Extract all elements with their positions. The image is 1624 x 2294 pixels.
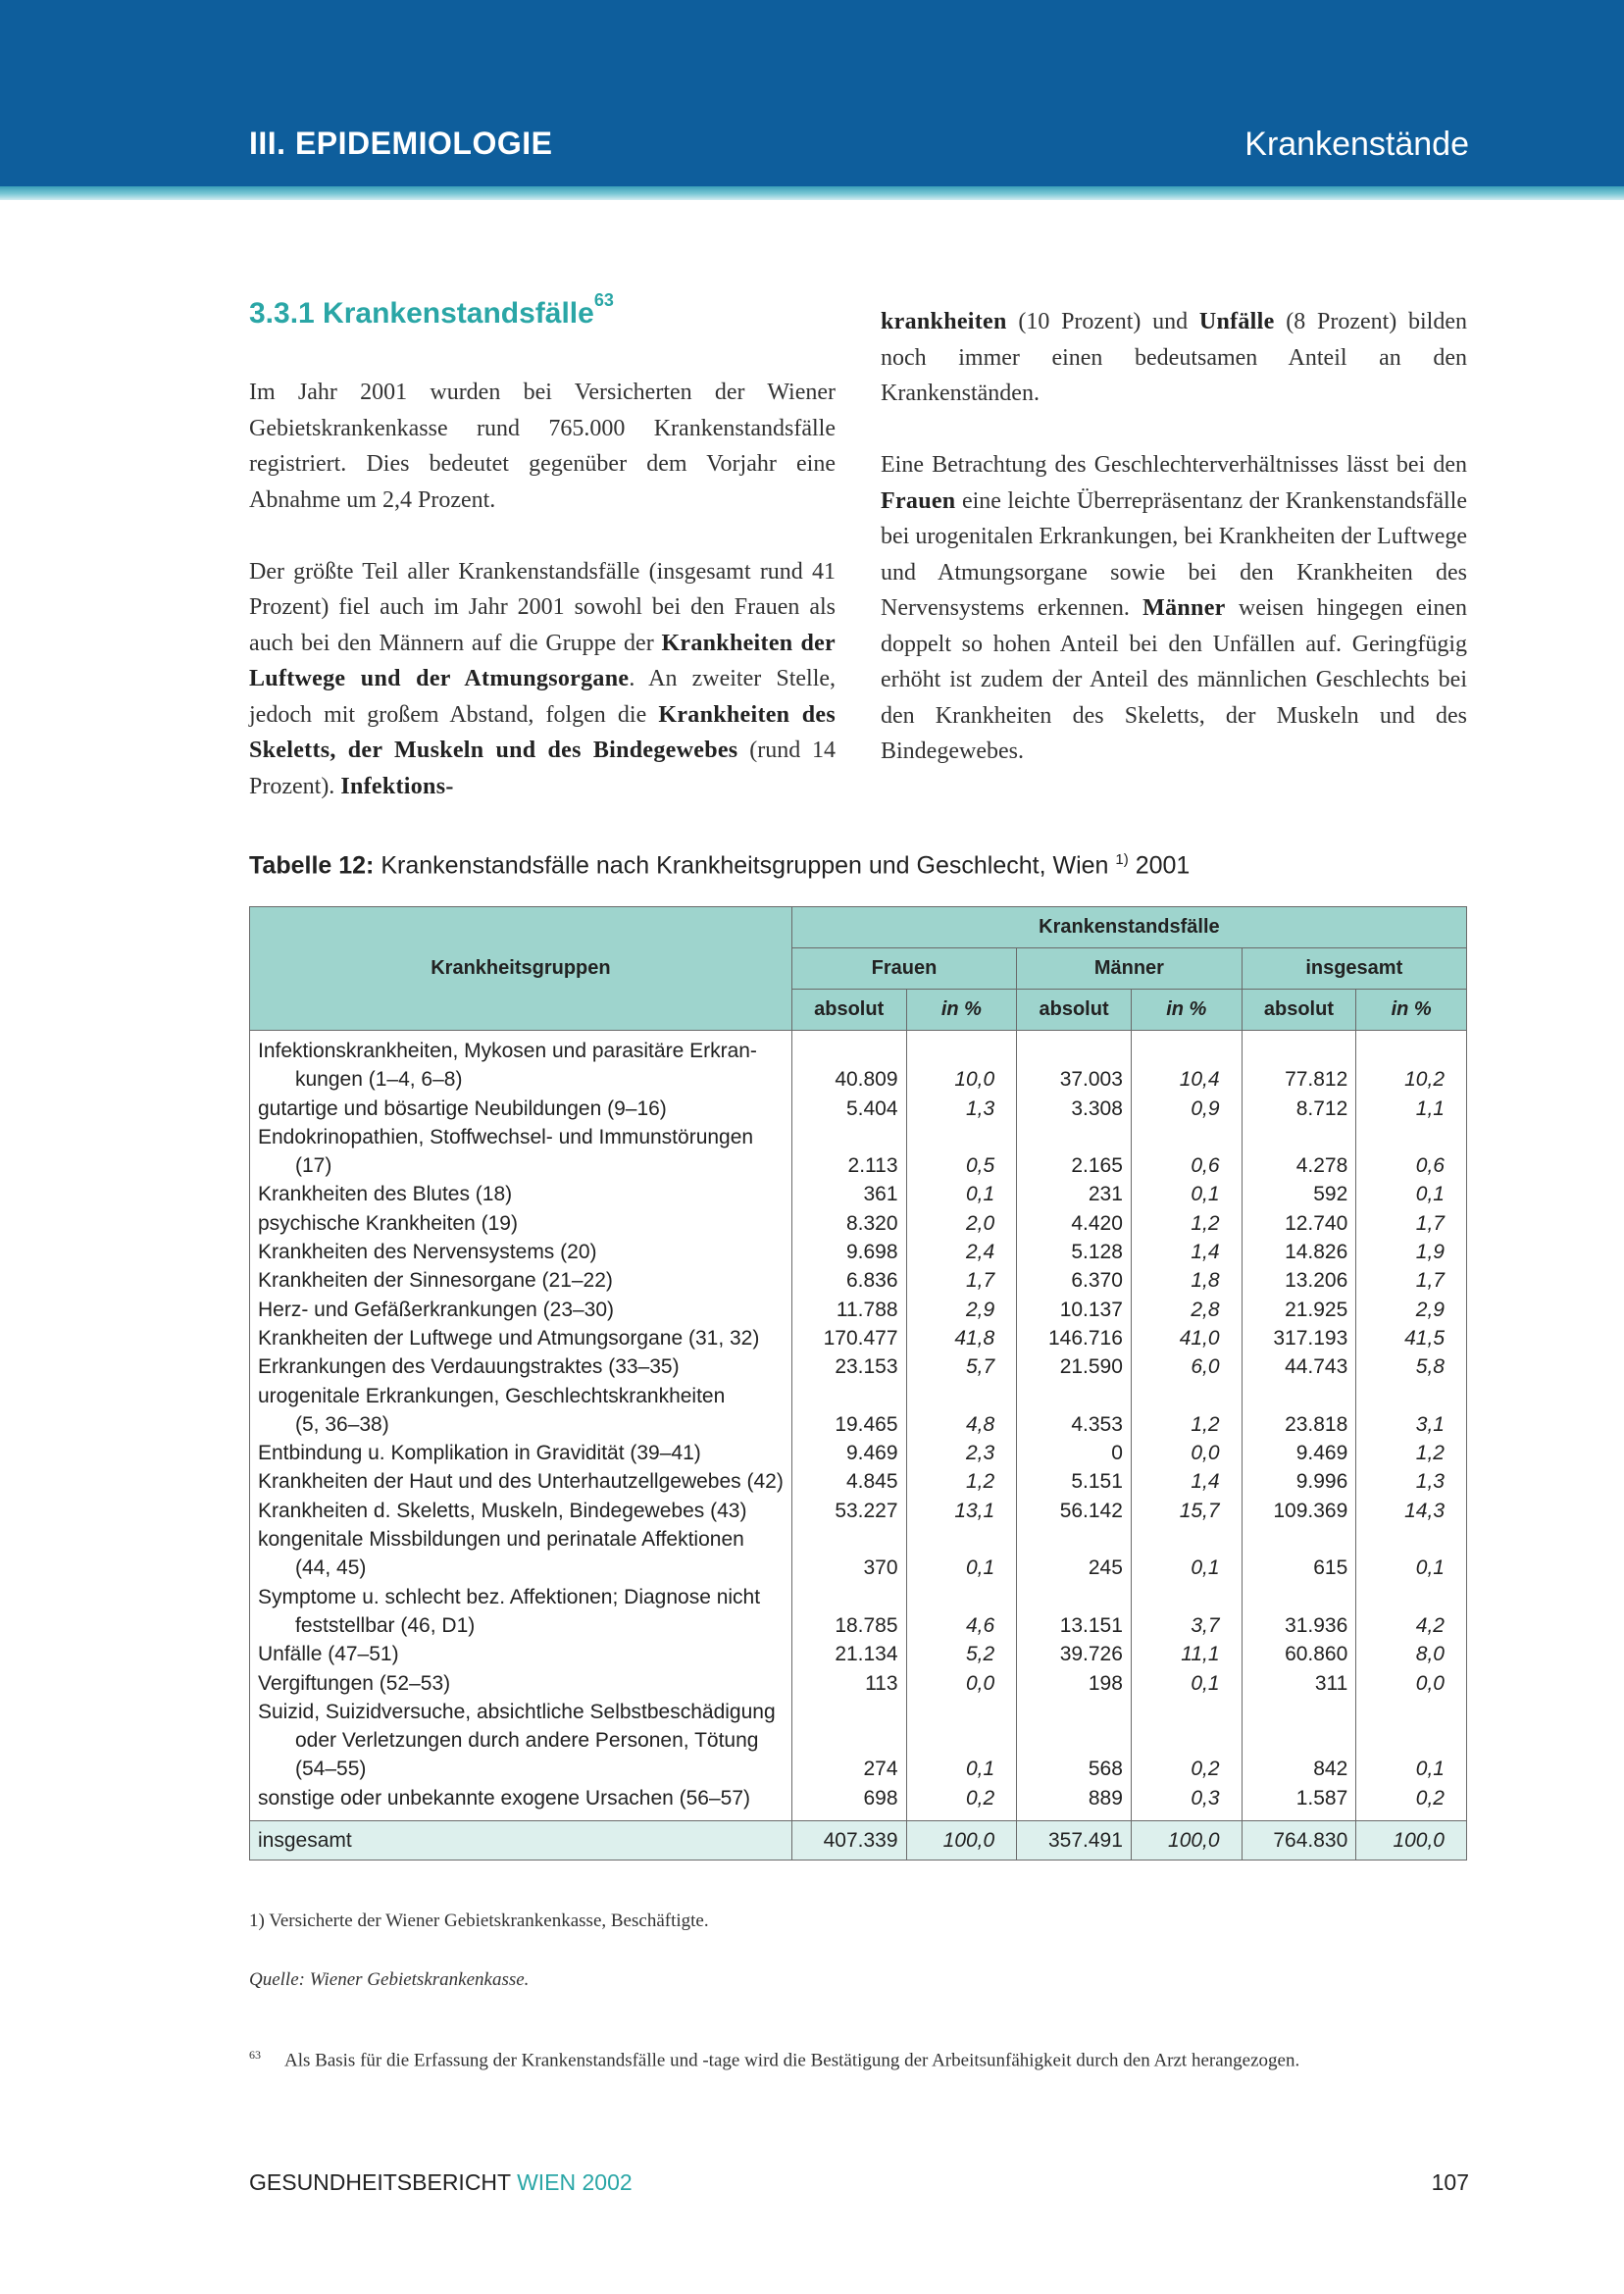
table-row: [250, 1296, 1467, 1324]
cell-absolut: 12.740: [1242, 1209, 1356, 1238]
text-run: (rund 14 Prozent).: [249, 738, 836, 799]
text-run: Im Jahr 2001 wurden bei Versicherten der Wiener Gebietskrankenkasse rund 765.000 Krankenstandsfälle registriert. Dies bedeutet gegenüber dem Vorjahr eine Abnahme um 2,4 Prozent.: [249, 380, 836, 513]
cell-percent: 0,2: [1131, 1755, 1242, 1783]
table-footnote: 1) Versicherte der Wiener Gebietskrankenkasse, Beschäftigte.: [249, 1911, 709, 1931]
cell-absolut: 231: [1017, 1180, 1132, 1208]
section-heading-text: 3.3.1 Krankenstandsfälle: [249, 297, 594, 330]
table-row: [250, 1467, 1467, 1496]
cell-absolut: 361: [791, 1180, 906, 1208]
chapter-title: III. EPIDEMIOLOGIE: [249, 126, 553, 161]
total-maenner-abs: 357.491: [1017, 1821, 1132, 1861]
row-label: Entbindung u. Komplikation in Gravidität (39–41): [250, 1439, 792, 1467]
header-absolut-maenner: absolut: [1017, 990, 1132, 1031]
cell-percent: [906, 1726, 1017, 1755]
row-label: Erkrankungen des Verdauungstraktes (33–35): [250, 1352, 792, 1381]
cell-absolut: [1242, 1123, 1356, 1151]
cell-absolut: 9.996: [1242, 1467, 1356, 1496]
cell-absolut: 2.113: [791, 1151, 906, 1180]
cell-absolut: 14.826: [1242, 1238, 1356, 1266]
cell-absolut: 31.936: [1242, 1611, 1356, 1640]
cell-absolut: [1242, 1031, 1356, 1066]
cell-percent: [1131, 1123, 1242, 1151]
cell-absolut: 23.153: [791, 1352, 906, 1381]
cell-absolut: 21.925: [1242, 1296, 1356, 1324]
cell-percent: [1356, 1123, 1467, 1151]
header-insgesamt: insgesamt: [1242, 948, 1466, 990]
cell-absolut: 370: [791, 1554, 906, 1582]
cell-percent: 1,3: [1356, 1467, 1467, 1496]
cell-absolut: 10.137: [1017, 1296, 1132, 1324]
cell-percent: 41,5: [1356, 1324, 1467, 1352]
cell-absolut: 5.128: [1017, 1238, 1132, 1266]
cell-absolut: [791, 1726, 906, 1755]
bold-text: Infektions-: [340, 773, 454, 799]
cell-absolut: 60.860: [1242, 1640, 1356, 1668]
header-pct-insgesamt: in %: [1356, 990, 1467, 1031]
cell-percent: [906, 1031, 1017, 1066]
cell-absolut: 13.151: [1017, 1611, 1132, 1640]
cell-absolut: [791, 1525, 906, 1554]
cell-percent: 10,2: [1356, 1065, 1467, 1094]
text-run: weisen hingegen einen doppelt so hohen Anteil bei den Unfällen auf. Geringfügig erhöht ist zudem der Anteil des männlichen Geschlechts bei den Krankheiten des Skeletts, der Muskeln und des Bindegewebes.: [881, 595, 1467, 764]
cell-percent: [1131, 1726, 1242, 1755]
cell-absolut: 44.743: [1242, 1352, 1356, 1381]
total-insgesamt-pct: 100,0: [1356, 1821, 1467, 1861]
cell-absolut: 5.404: [791, 1095, 906, 1123]
cell-absolut: 4.845: [791, 1467, 906, 1496]
cell-percent: [1356, 1698, 1467, 1726]
cell-percent: [906, 1525, 1017, 1554]
cell-percent: 10,0: [906, 1065, 1017, 1094]
row-label: Infektionskrankheiten, Mykosen und parasitäre Erkran-: [250, 1031, 792, 1066]
table-row: [250, 1698, 1467, 1726]
cell-absolut: [791, 1583, 906, 1611]
total-insgesamt-abs: 764.830: [1242, 1821, 1356, 1861]
row-label: Herz- und Gefäßerkrankungen (23–30): [250, 1296, 792, 1324]
cell-absolut: 5.151: [1017, 1467, 1132, 1496]
total-frauen-abs: 407.339: [791, 1821, 906, 1861]
cell-percent: 0,1: [1356, 1755, 1467, 1783]
table-row: [250, 1031, 1467, 1066]
row-label: sonstige oder unbekannte exogene Ursachen (56–57): [250, 1784, 792, 1821]
table-row: [250, 1525, 1467, 1554]
cell-percent: 4,2: [1356, 1611, 1467, 1640]
cell-absolut: 170.477: [791, 1324, 906, 1352]
table-row: [250, 1611, 1467, 1640]
cell-percent: [1356, 1525, 1467, 1554]
cell-absolut: [1017, 1123, 1132, 1151]
cell-percent: 0,0: [1356, 1669, 1467, 1698]
row-label: (54–55): [250, 1755, 792, 1783]
cell-percent: 5,7: [906, 1352, 1017, 1381]
cell-absolut: 245: [1017, 1554, 1132, 1582]
text-run: (10 Prozent) und: [1006, 309, 1199, 334]
table-row: [250, 1640, 1467, 1668]
cell-percent: 0,6: [1131, 1151, 1242, 1180]
cell-absolut: 4.278: [1242, 1151, 1356, 1180]
row-label: Symptome u. schlecht bez. Affektionen; Diagnose nicht: [250, 1583, 792, 1611]
cell-absolut: [1242, 1726, 1356, 1755]
row-label: Krankheiten der Sinnesorgane (21–22): [250, 1266, 792, 1295]
cell-absolut: 21.590: [1017, 1352, 1132, 1381]
header-krankenstandsfaelle: Krankenstandsfälle: [791, 907, 1466, 948]
table-row: [250, 1151, 1467, 1180]
cell-percent: [906, 1382, 1017, 1410]
cell-percent: 1,2: [1131, 1410, 1242, 1439]
cell-absolut: [1017, 1525, 1132, 1554]
cell-percent: 0,0: [906, 1669, 1017, 1698]
cell-absolut: [1242, 1525, 1356, 1554]
header-krankheitsgruppen: Krankheitsgruppen: [250, 907, 792, 1031]
paragraph: [249, 375, 836, 518]
cell-absolut: [791, 1123, 906, 1151]
cell-absolut: 1.587: [1242, 1784, 1356, 1821]
header-maenner: Männer: [1017, 948, 1242, 990]
row-label: Krankheiten der Haut und des Unterhautzellgewebes (42): [250, 1467, 792, 1496]
table-row: [250, 1209, 1467, 1238]
cell-percent: 14,3: [1356, 1497, 1467, 1525]
cell-percent: 13,1: [906, 1497, 1017, 1525]
table-row: [250, 1352, 1467, 1381]
cell-percent: 2,9: [906, 1296, 1017, 1324]
table-row: [250, 1266, 1467, 1295]
cell-absolut: 19.465: [791, 1410, 906, 1439]
table-row: [250, 1238, 1467, 1266]
cell-absolut: 568: [1017, 1755, 1132, 1783]
cell-percent: 0,1: [1356, 1554, 1467, 1582]
cell-percent: 2,4: [906, 1238, 1017, 1266]
cell-absolut: 842: [1242, 1755, 1356, 1783]
total-maenner-pct: 100,0: [1131, 1821, 1242, 1861]
bold-text: krankheiten: [881, 309, 1007, 334]
cell-percent: 3,1: [1356, 1410, 1467, 1439]
cell-absolut: 18.785: [791, 1611, 906, 1640]
cell-percent: 3,7: [1131, 1611, 1242, 1640]
page-footnote: [249, 2048, 1299, 2071]
header-gradient-band: [0, 186, 1624, 200]
row-label: Endokrinopathien, Stoffwechsel- und Immunstörungen: [250, 1123, 792, 1151]
cell-absolut: [1017, 1698, 1132, 1726]
cell-percent: 2,0: [906, 1209, 1017, 1238]
header-absolut-insgesamt: absolut: [1242, 990, 1356, 1031]
cell-percent: 1,8: [1131, 1266, 1242, 1295]
cell-absolut: 13.206: [1242, 1266, 1356, 1295]
total-row: [250, 1821, 1467, 1861]
cell-percent: [1356, 1583, 1467, 1611]
table-row: [250, 1497, 1467, 1525]
cell-percent: [906, 1698, 1017, 1726]
cell-percent: 0,6: [1356, 1151, 1467, 1180]
paragraph: [881, 447, 1467, 770]
bold-text: Männer: [1142, 595, 1226, 621]
cell-percent: 0,1: [1131, 1180, 1242, 1208]
cell-absolut: 109.369: [1242, 1497, 1356, 1525]
cell-percent: 6,0: [1131, 1352, 1242, 1381]
table-row: [250, 1554, 1467, 1582]
cell-absolut: 0: [1017, 1439, 1132, 1467]
table-caption-text: Krankenstandsfälle nach Krankheitsgruppen und Geschlecht, Wien: [381, 851, 1109, 880]
cell-absolut: 698: [791, 1784, 906, 1821]
cell-absolut: 9.469: [791, 1439, 906, 1467]
footer-title-main: GESUNDHEITSBERICHT: [249, 2169, 518, 2195]
cell-percent: 0,1: [1131, 1669, 1242, 1698]
cell-absolut: [1242, 1698, 1356, 1726]
cell-absolut: 11.788: [791, 1296, 906, 1324]
cell-percent: 0,2: [1356, 1784, 1467, 1821]
row-label: kongenitale Missbildungen und perinatale Affektionen: [250, 1525, 792, 1554]
cell-percent: 1,7: [1356, 1266, 1467, 1295]
topic-title: Krankenstände: [1244, 126, 1469, 163]
cell-percent: 2,8: [1131, 1296, 1242, 1324]
footer-title-accent: WIEN 2002: [517, 2169, 633, 2195]
cell-percent: 4,8: [906, 1410, 1017, 1439]
header-pct-maenner: in %: [1131, 990, 1242, 1031]
cell-absolut: 21.134: [791, 1640, 906, 1668]
cell-percent: 1,4: [1131, 1467, 1242, 1496]
cell-absolut: 3.308: [1017, 1095, 1132, 1123]
header-absolut-frauen: absolut: [791, 990, 906, 1031]
cell-percent: 1,9: [1356, 1238, 1467, 1266]
cell-absolut: [791, 1031, 906, 1066]
row-label: urogenitale Erkrankungen, Geschlechtskrankheiten: [250, 1382, 792, 1410]
row-label: Suizid, Suizidversuche, absichtliche Selbstbeschädigung: [250, 1698, 792, 1726]
table-caption-label: Tabelle 12:: [249, 851, 375, 880]
cell-percent: 0,3: [1131, 1784, 1242, 1821]
cell-absolut: 6.370: [1017, 1266, 1132, 1295]
header-frauen: Frauen: [791, 948, 1016, 990]
cell-absolut: 2.165: [1017, 1151, 1132, 1180]
cell-percent: 15,7: [1131, 1497, 1242, 1525]
cell-absolut: [1017, 1726, 1132, 1755]
cell-absolut: 8.712: [1242, 1095, 1356, 1123]
data-table: [249, 906, 1467, 1861]
cell-percent: 1,4: [1131, 1238, 1242, 1266]
cell-absolut: 9.698: [791, 1238, 906, 1266]
cell-percent: [906, 1583, 1017, 1611]
cell-absolut: [1017, 1583, 1132, 1611]
bold-text: Krankheiten des Skeletts, der Muskeln und des Bindegewebes: [249, 701, 837, 763]
table-row: [250, 1324, 1467, 1352]
cell-percent: 0,1: [1131, 1554, 1242, 1582]
cell-absolut: 146.716: [1017, 1324, 1132, 1352]
text-run: Der größte Teil aller Krankenstandsfälle (insgesamt rund 41 Prozent) fiel auch im Jahr 2001 sowohl bei den Frauen als auch bei den Männern auf die Gruppe der: [249, 558, 836, 656]
cell-absolut: 113: [791, 1669, 906, 1698]
cell-percent: 4,6: [906, 1611, 1017, 1640]
table-row: [250, 1180, 1467, 1208]
row-label: Krankheiten des Nervensystems (20): [250, 1238, 792, 1266]
cell-percent: [906, 1123, 1017, 1151]
row-label: (5, 36–38): [250, 1410, 792, 1439]
cell-percent: 0,5: [906, 1151, 1017, 1180]
cell-percent: 1,2: [1356, 1439, 1467, 1467]
cell-percent: 1,2: [1131, 1209, 1242, 1238]
row-label: psychische Krankheiten (19): [250, 1209, 792, 1238]
table-row: [250, 1755, 1467, 1783]
paragraph: [881, 304, 1467, 412]
cell-percent: 1,1: [1356, 1095, 1467, 1123]
row-label: Krankheiten des Blutes (18): [250, 1180, 792, 1208]
cell-percent: 0,1: [1356, 1180, 1467, 1208]
cell-absolut: 53.227: [791, 1497, 906, 1525]
cell-percent: [1131, 1698, 1242, 1726]
section-heading: [249, 290, 614, 331]
cell-percent: [1356, 1382, 1467, 1410]
cell-absolut: 40.809: [791, 1065, 906, 1094]
page-footnote-mark: 63: [249, 2048, 261, 2062]
row-label: Unfälle (47–51): [250, 1640, 792, 1668]
table-row: [250, 1726, 1467, 1755]
right-text-column: [881, 304, 1467, 805]
cell-percent: 1,3: [906, 1095, 1017, 1123]
cell-percent: [1356, 1726, 1467, 1755]
cell-percent: 11,1: [1131, 1640, 1242, 1668]
row-label: (44, 45): [250, 1554, 792, 1582]
row-label: Krankheiten der Luftwege und Atmungsorgane (31, 32): [250, 1324, 792, 1352]
cell-absolut: [1017, 1382, 1132, 1410]
table-row: [250, 1095, 1467, 1123]
total-frauen-pct: 100,0: [906, 1821, 1017, 1861]
table-row: [250, 1439, 1467, 1467]
row-label: Krankheiten d. Skeletts, Muskeln, Bindegewebes (43): [250, 1497, 792, 1525]
header-pct-frauen: in %: [906, 990, 1017, 1031]
cell-absolut: 4.353: [1017, 1410, 1132, 1439]
table-row: [250, 1784, 1467, 1821]
table-row: [250, 1410, 1467, 1439]
page-footnote-text: Als Basis für die Erfassung der Krankenstandsfälle und -tage wird die Bestätigung der Arbeitsunfähigkeit durch den Arzt herangezogen.: [284, 2050, 1300, 2071]
cell-percent: [1131, 1031, 1242, 1066]
cell-percent: 10,4: [1131, 1065, 1242, 1094]
total-label: insgesamt: [250, 1821, 792, 1861]
text-run: eine leichte Überrepräsentanz der Krankenstandsfälle bei urogenitalen Erkrankungen, bei Krankheiten der Luftwege und Atmungsorgane sowie bei den Krankheiten des Nervensystems erkennen.: [881, 487, 1467, 621]
cell-absolut: 39.726: [1017, 1640, 1132, 1668]
cell-absolut: 4.420: [1017, 1209, 1132, 1238]
cell-percent: 0,1: [906, 1554, 1017, 1582]
cell-absolut: [791, 1698, 906, 1726]
cell-percent: 1,7: [906, 1266, 1017, 1295]
cell-absolut: 23.818: [1242, 1410, 1356, 1439]
row-label: gutartige und bösartige Neubildungen (9–16): [250, 1095, 792, 1123]
cell-absolut: 274: [791, 1755, 906, 1783]
cell-absolut: 317.193: [1242, 1324, 1356, 1352]
cell-percent: 0,9: [1131, 1095, 1242, 1123]
cell-absolut: 8.320: [791, 1209, 906, 1238]
table-row: [250, 1669, 1467, 1698]
cell-percent: [1131, 1583, 1242, 1611]
row-label: Vergiftungen (52–53): [250, 1669, 792, 1698]
bold-text: Krankheiten der Luftwege und der Atmungsorgane: [249, 630, 837, 691]
table-row: [250, 1123, 1467, 1151]
table-caption: [249, 851, 1190, 880]
bold-text: Frauen: [881, 487, 956, 514]
table-caption-year: 2001: [1135, 851, 1191, 880]
bold-text: Unfälle: [1198, 309, 1275, 334]
table-body: [250, 1031, 1467, 1821]
page-number: 107: [1431, 2169, 1469, 2195]
cell-absolut: [791, 1382, 906, 1410]
cell-percent: 2,9: [1356, 1296, 1467, 1324]
cell-percent: 0,2: [906, 1784, 1017, 1821]
cell-percent: 8,0: [1356, 1640, 1467, 1668]
cell-percent: 1,7: [1356, 1209, 1467, 1238]
cell-absolut: 615: [1242, 1554, 1356, 1582]
cell-absolut: 311: [1242, 1669, 1356, 1698]
row-label: kungen (1–4, 6–8): [250, 1065, 792, 1094]
table-row: [250, 1065, 1467, 1094]
cell-absolut: 6.836: [791, 1266, 906, 1295]
cell-percent: 0,1: [906, 1755, 1017, 1783]
text-run: Eine Betrachtung des Geschlechterverhältnisses lässt bei den: [881, 452, 1467, 478]
cell-percent: 0,1: [906, 1180, 1017, 1208]
cell-absolut: 37.003: [1017, 1065, 1132, 1094]
cell-percent: [1131, 1525, 1242, 1554]
cell-absolut: 77.812: [1242, 1065, 1356, 1094]
cell-absolut: 198: [1017, 1669, 1132, 1698]
cell-percent: [1356, 1031, 1467, 1066]
cell-percent: 5,8: [1356, 1352, 1467, 1381]
footnote-ref: 63: [593, 290, 614, 310]
left-text-column: [249, 375, 836, 841]
cell-percent: 41,8: [906, 1324, 1017, 1352]
cell-absolut: [1242, 1382, 1356, 1410]
text-run: . An zweiter Stelle, jedoch mit großem Abstand, folgen die: [249, 666, 837, 728]
table-caption-sup: 1): [1115, 851, 1129, 868]
row-label: feststellbar (46, D1): [250, 1611, 792, 1640]
cell-percent: 1,2: [906, 1467, 1017, 1496]
cell-absolut: 592: [1242, 1180, 1356, 1208]
cell-absolut: 9.469: [1242, 1439, 1356, 1467]
table-row: [250, 1382, 1467, 1410]
row-label: (17): [250, 1151, 792, 1180]
table-row: [250, 1583, 1467, 1611]
cell-percent: 5,2: [906, 1640, 1017, 1668]
cell-percent: 0,0: [1131, 1439, 1242, 1467]
cell-absolut: 56.142: [1017, 1497, 1132, 1525]
footer-title: [249, 2169, 633, 2196]
text-run: (8 Prozent) bilden noch immer einen bedeutsamen Anteil an den Krankenständen.: [881, 309, 1467, 406]
cell-percent: [1131, 1382, 1242, 1410]
cell-absolut: [1242, 1583, 1356, 1611]
table-source: Quelle: Wiener Gebietskrankenkasse.: [249, 1969, 530, 1990]
paragraph: [249, 554, 836, 805]
row-label: oder Verletzungen durch andere Personen, Tötung: [250, 1726, 792, 1755]
cell-absolut: 889: [1017, 1784, 1132, 1821]
cell-absolut: [1017, 1031, 1132, 1066]
cell-percent: 2,3: [906, 1439, 1017, 1467]
cell-percent: 41,0: [1131, 1324, 1242, 1352]
